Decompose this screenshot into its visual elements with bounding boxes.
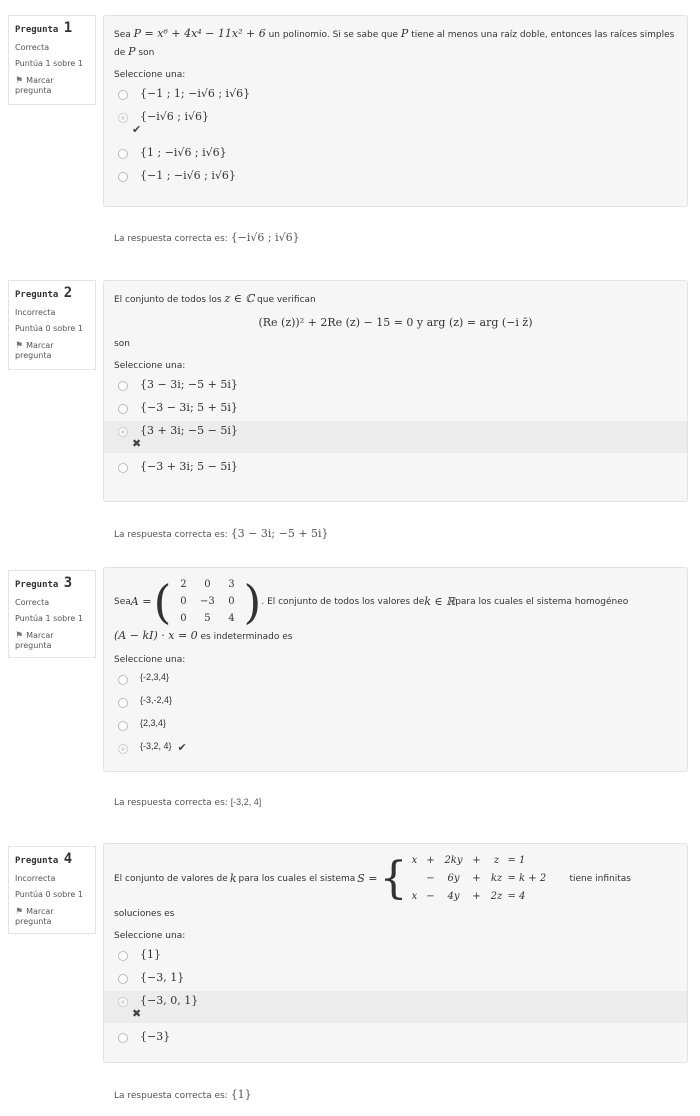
question-grade: Puntúa 0 sobre 1: [15, 890, 83, 899]
answer-option-selected[interactable]: {-3,2, 4} ✔: [114, 738, 677, 757]
correct-answer-feedback: La respuesta correcta es: [-3,2, 4]: [114, 797, 262, 808]
correct-answer-feedback: La respuesta correcta es: {3 − 3i; −5 + 5i}: [114, 527, 329, 540]
flag-icon: ⚑: [15, 341, 24, 351]
answer-option-selected[interactable]: {−i√6 ; i√6} ✔: [114, 107, 677, 139]
radio-button[interactable]: [118, 698, 128, 708]
radio-button[interactable]: [118, 172, 128, 182]
radio-button[interactable]: [118, 404, 128, 414]
system-brace: {: [379, 853, 408, 904]
answer-option[interactable]: {2,3,4}: [114, 715, 677, 734]
answer-option[interactable]: {-3,-2,4}: [114, 692, 677, 711]
radio-button[interactable]: [118, 381, 128, 391]
correct-answer-feedback: La respuesta correcta es: {1}: [114, 1088, 252, 1101]
question-info: [8, 280, 96, 370]
radio-button[interactable]: [118, 721, 128, 731]
answer-option[interactable]: {−3 + 3i; 5 − 5i}: [114, 457, 677, 476]
flag-icon: ⚑: [15, 907, 24, 917]
radio-button[interactable]: [118, 463, 128, 473]
radio-button[interactable]: [118, 90, 128, 100]
question-state: Correcta: [15, 598, 50, 607]
cross-icon: ✖: [132, 436, 142, 450]
radio-button[interactable]: [118, 149, 128, 159]
radio-button[interactable]: [118, 113, 128, 123]
question-text: El conjunto de todos los z ∈ ℂ que verifican: [114, 292, 316, 305]
answer-option[interactable]: {1}: [114, 945, 677, 964]
select-prompt: Seleccione una:: [114, 360, 186, 371]
radio-button[interactable]: [118, 744, 128, 754]
question-grade: Puntúa 1 sobre 1: [15, 59, 83, 68]
flag-icon: ⚑: [15, 631, 24, 641]
flag-icon: ⚑: [15, 76, 24, 86]
radio-button[interactable]: [118, 1033, 128, 1043]
radio-button[interactable]: [118, 974, 128, 984]
answer-option[interactable]: {-2,3,4}: [114, 669, 677, 688]
question-grade: Puntúa 1 sobre 1: [15, 614, 83, 623]
question-number: Pregunta 2: [15, 285, 73, 301]
display-equation: (Re (z))² + 2Re (z) − 15 = 0 y arg (z) = arg (−i z̄): [258, 315, 533, 329]
cross-icon: ✖: [132, 1007, 142, 1021]
question-number: Pregunta 1: [15, 20, 73, 36]
question-content: [103, 15, 688, 207]
question-content: [103, 280, 688, 502]
matrix-a: ( 2 0 3 0 −3 0 0 5 4 ): [153, 575, 262, 629]
select-prompt: Seleccione una:: [114, 70, 186, 81]
question-info: [8, 846, 96, 934]
select-prompt: Seleccione una:: [114, 931, 186, 942]
question-state: Correcta: [15, 43, 50, 52]
check-icon: ✔: [177, 740, 187, 754]
answer-option[interactable]: {−3, 1}: [114, 968, 677, 987]
flag-question-link[interactable]: ⚑ Marcar pregunta: [15, 907, 54, 926]
question-text: El conjunto de valores de k para los cuales el sistema S = { x + 2ky + z = 1 − 6y + kz = k + 2 x − 4y + 2z = 4 tiene infinitas: [114, 853, 631, 904]
question-state: Incorrecta: [15, 308, 56, 317]
check-icon: ✔: [132, 123, 142, 137]
radio-button[interactable]: [118, 427, 128, 437]
radio-button[interactable]: [118, 675, 128, 685]
correct-answer-feedback: La respuesta correcta es: {−i√6 ; i√6}: [114, 231, 300, 244]
radio-button[interactable]: [118, 951, 128, 961]
flag-question-link[interactable]: ⚑ Marcar pregunta: [15, 341, 54, 360]
question-grade: Puntúa 0 sobre 1: [15, 324, 83, 333]
flag-question-link[interactable]: ⚑ Marcar pregunta: [15, 76, 54, 95]
radio-button[interactable]: [118, 997, 128, 1007]
question-text: Sea P = x⁶ + 4x⁴ − 11x² + 6 un polinomio. Si se sabe que P tiene al menos una raíz doble, entonces las raíces simples de P son: [114, 27, 675, 58]
question-number: Pregunta 4: [15, 851, 73, 867]
answer-option[interactable]: {−3 − 3i; 5 + 5i}: [114, 398, 677, 417]
question-content: [103, 843, 688, 1063]
question-text-end: son: [114, 338, 130, 349]
question-info: [8, 15, 96, 105]
question-content: Sea A = ( 2 0 3 0 −3 0 0 5 4 ) . El conjunto de todos los valores de k ∈ ℝ para los cuales el sistema homogéneo (A − kI) · x = 0 es indeterminado es Seleccione una: {-2,3,4} {-3,-2,4} {2,3,4} {-3,2, 4} ✔: [103, 567, 688, 772]
answer-option[interactable]: {3 − 3i; −5 + 5i}: [114, 375, 677, 394]
answer-option[interactable]: {1 ; −i√6 ; i√6}: [114, 143, 677, 162]
select-prompt: Seleccione una:: [114, 654, 186, 665]
answer-option-selected[interactable]: {−3, 0, 1} ✖: [104, 991, 687, 1023]
answer-option[interactable]: {−3}: [114, 1027, 677, 1046]
question-number: Pregunta 3: [15, 575, 73, 591]
flag-question-link[interactable]: ⚑ Marcar pregunta: [15, 631, 54, 650]
question-text-end: soluciones es: [114, 909, 175, 919]
answer-option[interactable]: {−1 ; −i√6 ; i√6}: [114, 166, 677, 185]
question-info: [8, 570, 96, 658]
answer-option[interactable]: {−1 ; 1; −i√6 ; i√6}: [114, 84, 677, 103]
question-text: Sea A = ( 2 0 3 0 −3 0 0 5 4 ) . El conjunto de todos los valores de k ∈ ℝ para los cuales el sistema homogéneo: [114, 575, 629, 629]
answer-option-selected[interactable]: {3 + 3i; −5 − 5i} ✖: [104, 421, 687, 453]
linear-system: x + 2ky + z = 1 − 6y + kz = k + 2 x − 4y + 2z = 4: [411, 855, 547, 902]
question-state: Incorrecta: [15, 874, 56, 883]
